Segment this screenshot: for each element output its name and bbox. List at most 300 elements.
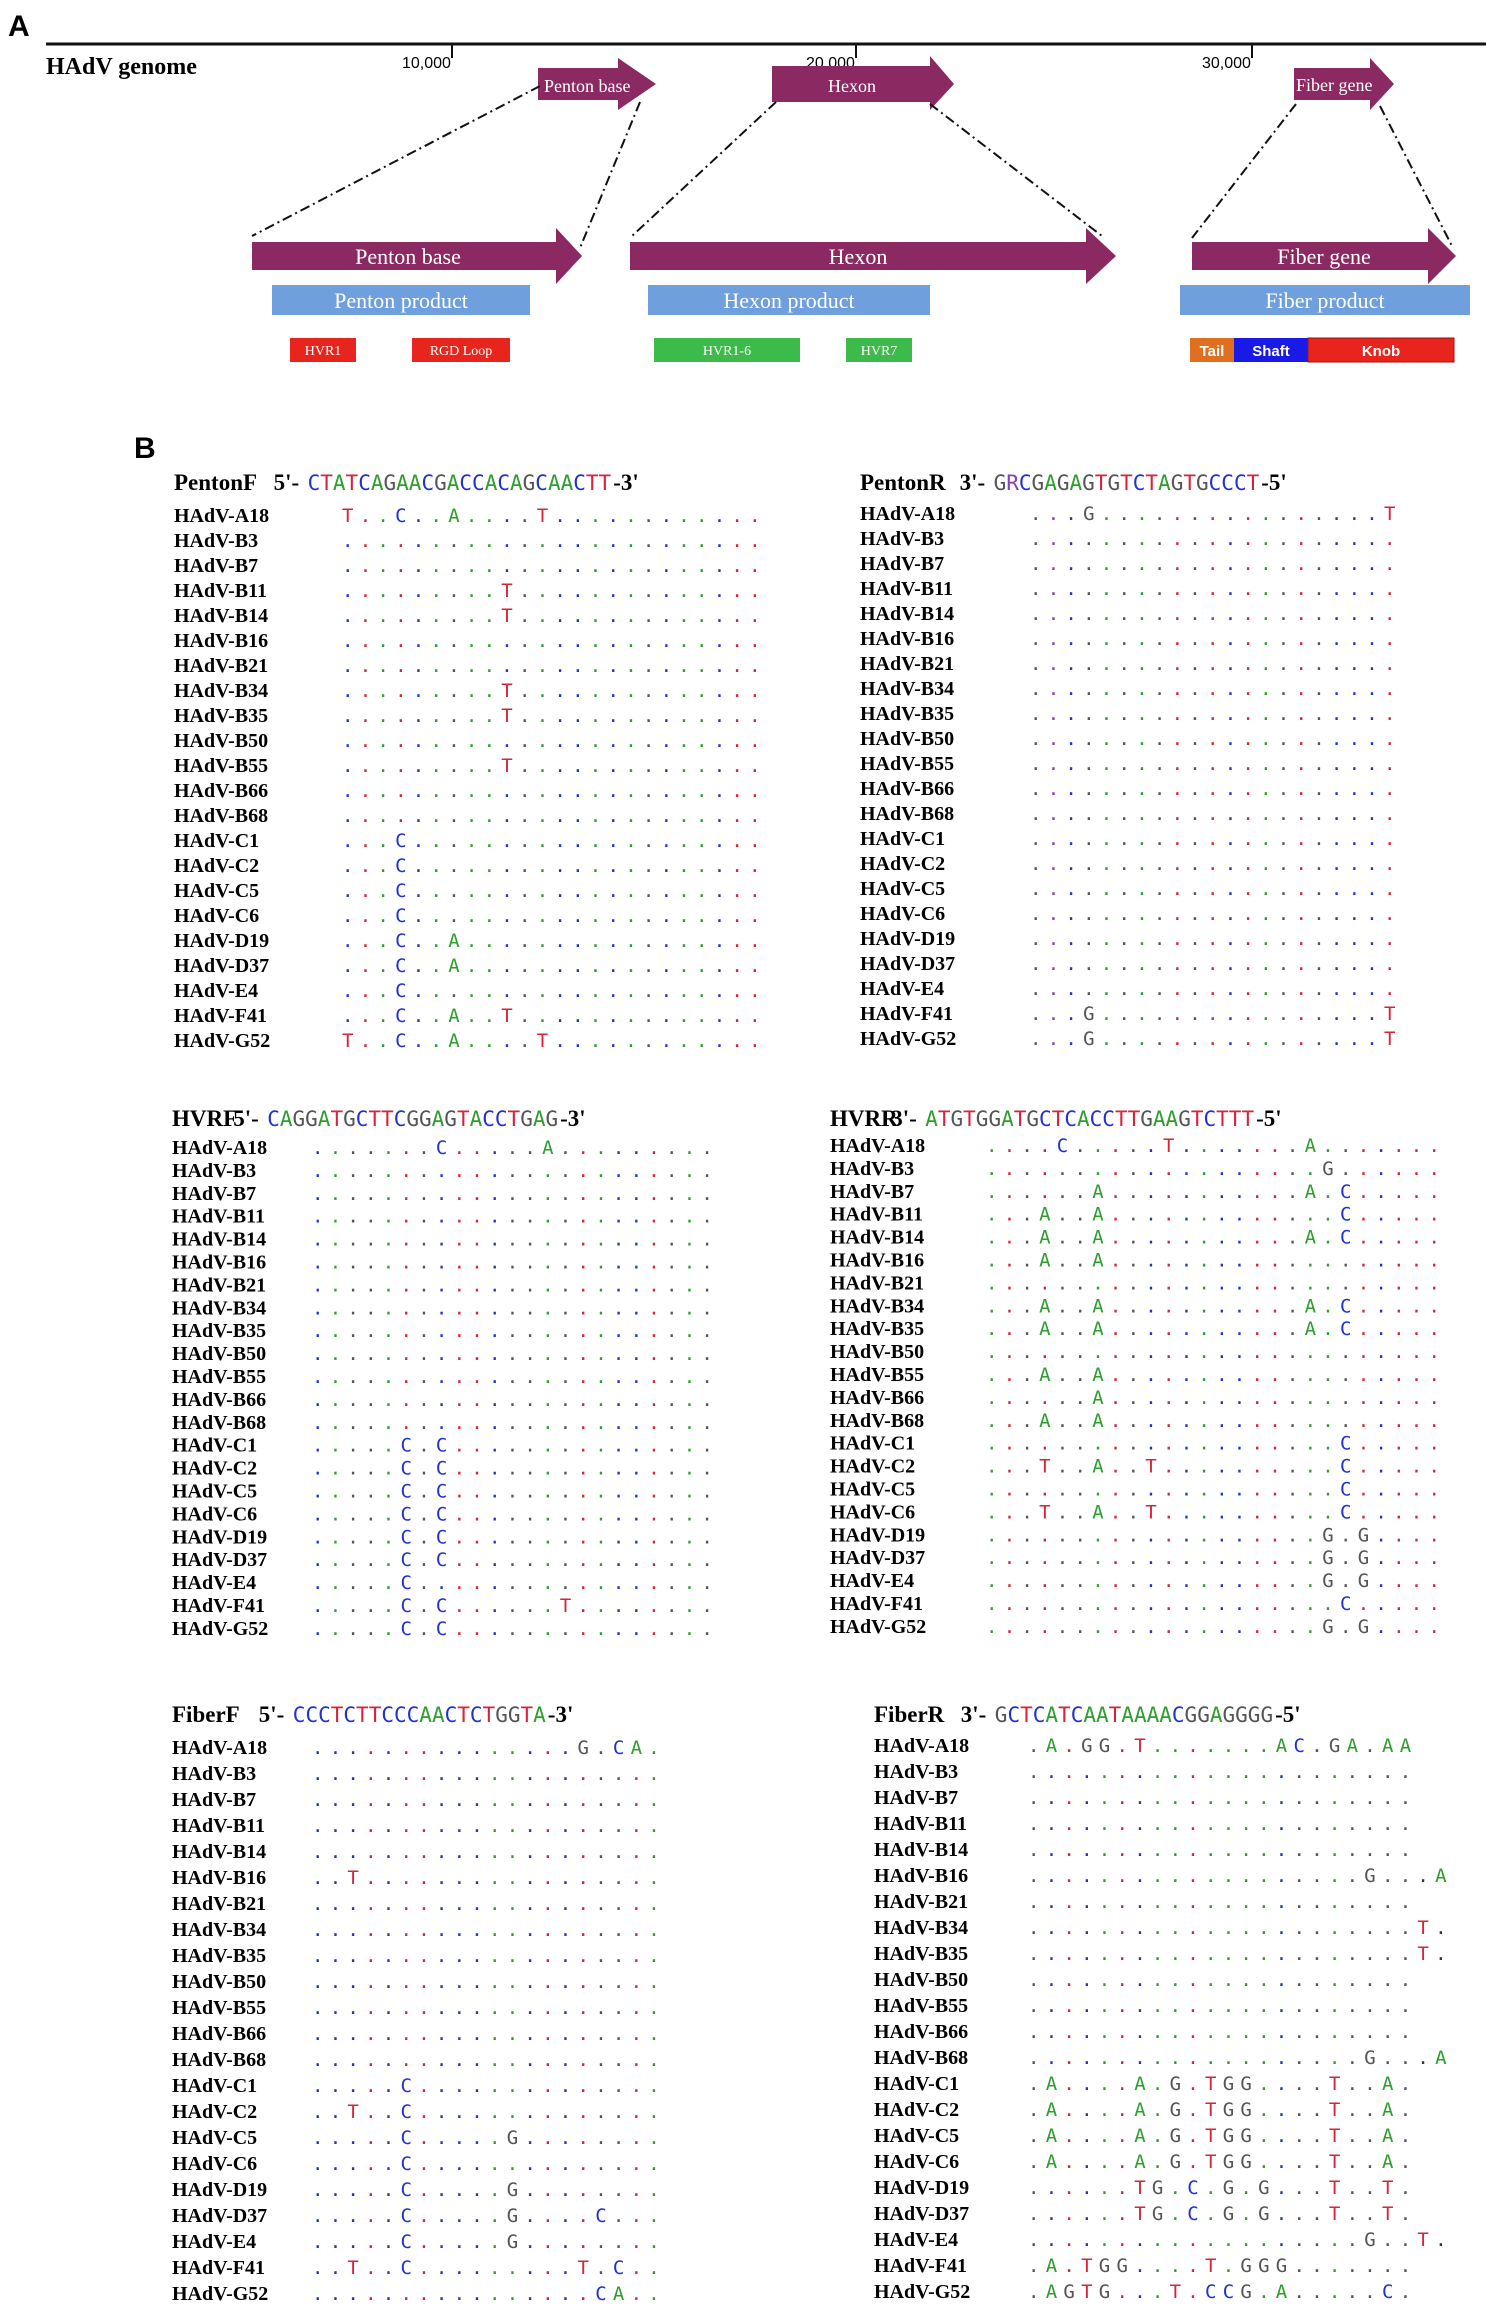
identity-dot: . — [559, 1388, 572, 1411]
alignment-row — [312, 1763, 660, 1785]
identity-dot: . — [1322, 1409, 1334, 1432]
identity-dot: . — [542, 2101, 554, 2123]
identity-dot: . — [1384, 978, 1396, 1000]
strain-label: HAdV-B11 — [830, 1203, 923, 1226]
identity-dot: . — [1047, 878, 1060, 900]
identity-dot: . — [453, 1971, 466, 1993]
identity-dot: . — [612, 1411, 625, 1434]
identity-dot: . — [678, 1030, 690, 1052]
identity-dot: . — [435, 2049, 448, 2071]
mismatch-base: T — [559, 1595, 572, 1617]
identity-dot: . — [542, 1343, 554, 1366]
identity-dot: . — [1134, 1917, 1146, 1939]
identity-dot: . — [430, 655, 442, 677]
identity-dot: . — [365, 1411, 377, 1434]
strain-label: HAdV-B34 — [830, 1295, 925, 1318]
identity-dot: . — [1098, 1761, 1111, 1783]
identity-dot: . — [1293, 2073, 1305, 2095]
mismatch-base: T — [1384, 1028, 1396, 1050]
strain-label: HAdV-B68 — [830, 1409, 925, 1432]
identity-dot: . — [678, 580, 690, 602]
identity-dot: . — [678, 605, 690, 627]
identity-dot: . — [365, 2179, 377, 2201]
mismatch-base: A — [1092, 1249, 1104, 1272]
identity-dot: . — [678, 1005, 690, 1027]
identity-dot: . — [1134, 2021, 1146, 2043]
identity-dot: . — [683, 1572, 696, 1595]
identity-dot: . — [1056, 1593, 1069, 1615]
strain-label: HAdV-D19 — [174, 930, 270, 952]
identity-dot: . — [1399, 2073, 1412, 2095]
identity-dot: . — [1348, 978, 1361, 1000]
identity-dot: . — [418, 1617, 430, 1640]
identity-dot: . — [660, 1005, 673, 1027]
mismatch-base: T — [1328, 2099, 1341, 2121]
strain-label: HAdV-C1 — [174, 830, 260, 852]
identity-dot: . — [1098, 1865, 1111, 1887]
identity-dot: . — [400, 1228, 412, 1251]
identity-dot: . — [1295, 953, 1307, 975]
mismatch-base: A — [1039, 1295, 1051, 1318]
identity-dot: . — [1163, 1570, 1175, 1593]
identity-dot: . — [1028, 2281, 1040, 2303]
identity-dot: . — [642, 705, 655, 727]
identity-dot: . — [1083, 803, 1095, 825]
strain-label: HAdV-G52 — [860, 1028, 957, 1050]
identity-dot: . — [1063, 1787, 1075, 1809]
primer-suffix: -3' — [547, 1702, 574, 1727]
identity-dot: . — [453, 2023, 466, 2045]
identity-dot: . — [678, 655, 690, 677]
identity-dot: . — [1393, 1135, 1405, 1157]
alignment-row — [986, 1547, 1440, 1569]
alignment-row — [342, 580, 761, 602]
identity-dot: . — [1224, 553, 1237, 575]
mismatch-base: T — [1328, 2177, 1341, 2199]
primer-base: T — [1051, 1107, 1065, 1131]
identity-dot: . — [359, 1030, 372, 1052]
identity-dot: . — [595, 2075, 607, 2097]
identity-dot: . — [1056, 1478, 1069, 1501]
alignment-row — [1030, 1003, 1395, 1025]
identity-dot: . — [612, 2231, 625, 2253]
identity-dot: . — [542, 2179, 554, 2201]
identity-dot: . — [607, 955, 619, 977]
identity-dot: . — [1063, 2073, 1075, 2095]
identity-dot: . — [1187, 1839, 1199, 1861]
identity-dot: . — [1205, 1943, 1217, 1965]
identity-dot: . — [1311, 2281, 1323, 2303]
identity-dot: . — [1153, 1003, 1166, 1025]
strain-label: HAdV-B66 — [172, 2023, 267, 2045]
identity-dot: . — [347, 1763, 359, 1785]
identity-dot: . — [1258, 2099, 1270, 2121]
identity-dot: . — [1340, 1386, 1352, 1409]
identity-dot: . — [471, 1815, 483, 1837]
identity-dot: . — [483, 905, 496, 927]
identity-dot: . — [1074, 1318, 1086, 1341]
identity-dot: . — [1189, 653, 1201, 675]
identity-dot: . — [1251, 1180, 1263, 1203]
primer-sequence — [293, 1703, 546, 1727]
identity-dot: . — [625, 880, 637, 902]
identity-dot: . — [1258, 2151, 1270, 2173]
identity-dot: . — [986, 1615, 998, 1638]
identity-dot: . — [625, 980, 637, 1002]
identity-dot: . — [612, 1945, 625, 1967]
strain-label: HAdV-C2 — [874, 2099, 960, 2121]
identity-dot: . — [1286, 1157, 1299, 1180]
mismatch-base: T — [1384, 503, 1396, 525]
identity-dot: . — [329, 1572, 342, 1595]
alignment-row — [1028, 2255, 1411, 2277]
identity-dot: . — [1384, 828, 1396, 850]
identity-dot: . — [471, 1182, 483, 1205]
identity-dot: . — [329, 1182, 342, 1205]
identity-dot: . — [347, 1457, 359, 1480]
identity-dot: . — [1189, 1028, 1201, 1050]
identity-dot: . — [1153, 753, 1166, 775]
identity-dot: . — [1322, 1203, 1334, 1226]
identity-dot: . — [749, 930, 761, 952]
identity-dot: . — [1056, 1432, 1069, 1455]
identity-dot: . — [749, 1030, 761, 1052]
identity-dot: . — [342, 605, 354, 627]
identity-dot: . — [1384, 653, 1396, 675]
identity-dot: . — [1100, 953, 1113, 975]
identity-dot: . — [483, 955, 496, 977]
identity-dot: . — [312, 2153, 324, 2175]
identity-dot: . — [1134, 2047, 1146, 2069]
identity-dot: . — [612, 1526, 625, 1549]
identity-dot: . — [506, 1159, 519, 1182]
strain-label: HAdV-D37 — [830, 1547, 926, 1570]
identity-dot: . — [1224, 803, 1237, 825]
identity-dot: . — [577, 1434, 589, 1457]
identity-dot: . — [1081, 1787, 1093, 1809]
identity-dot: . — [642, 830, 655, 852]
identity-dot: . — [625, 780, 637, 802]
identity-dot: . — [519, 930, 531, 952]
identity-dot: . — [577, 2153, 589, 2175]
identity-dot: . — [660, 630, 673, 652]
identity-dot: . — [1151, 2229, 1164, 2251]
identity-dot: . — [1189, 578, 1201, 600]
identity-dot: . — [524, 2101, 536, 2123]
identity-dot: . — [1100, 703, 1113, 725]
identity-dot: . — [1428, 1501, 1440, 1524]
strain-label: HAdV-B34 — [860, 678, 955, 700]
identity-dot: . — [1293, 1813, 1305, 1835]
identity-dot: . — [382, 1997, 395, 2019]
identity-dot: . — [1189, 1003, 1201, 1025]
identity-dot: . — [471, 1841, 483, 1863]
identity-dot: . — [1109, 1615, 1122, 1638]
strain-label: HAdV-C5 — [860, 878, 946, 900]
identity-dot: . — [1410, 1409, 1423, 1432]
identity-dot: . — [1258, 1735, 1270, 1757]
primer-base: A — [419, 1703, 432, 1727]
identity-dot: . — [1118, 803, 1130, 825]
identity-dot: . — [554, 930, 566, 952]
identity-dot: . — [1216, 1318, 1228, 1341]
identity-dot: . — [577, 1919, 589, 1941]
identity-dot: . — [489, 1789, 501, 1811]
identity-dot: . — [524, 1182, 536, 1205]
identity-dot: . — [1260, 753, 1272, 775]
primer-base: C — [393, 1107, 407, 1131]
identity-dot: . — [1242, 828, 1254, 850]
identity-dot: . — [1021, 1524, 1033, 1547]
identity-dot: . — [1410, 1501, 1423, 1524]
identity-dot: . — [471, 1320, 483, 1343]
primer-base: C — [1171, 1703, 1185, 1727]
identity-dot: . — [1169, 1995, 1182, 2017]
strain-label: HAdV-B34 — [174, 680, 269, 702]
identity-dot: . — [471, 2283, 483, 2304]
identity-dot: . — [731, 705, 743, 727]
identity-dot: . — [1311, 2177, 1323, 2199]
identity-dot: . — [1216, 1593, 1228, 1615]
identity-dot: . — [630, 2153, 643, 2175]
identity-dot: . — [1224, 878, 1237, 900]
identity-dot: . — [501, 505, 513, 527]
identity-dot: . — [465, 1030, 478, 1052]
identity-dot: . — [1028, 2021, 1040, 2043]
identity-dot: . — [612, 1137, 625, 1159]
identity-dot: . — [1163, 1409, 1175, 1432]
identity-dot: . — [1083, 978, 1095, 1000]
region-tail-label: Tail — [1199, 343, 1225, 360]
strain-label: HAdV-B68 — [174, 805, 269, 827]
mismatch-base: T — [1328, 2073, 1341, 2095]
identity-dot: . — [1330, 628, 1343, 650]
identity-dot: . — [542, 1457, 554, 1480]
identity-dot: . — [1056, 1501, 1069, 1524]
identity-dot: . — [666, 1251, 678, 1274]
strain-label: HAdV-B35 — [860, 703, 955, 725]
identity-dot: . — [1205, 1839, 1217, 1861]
identity-dot: . — [1081, 2229, 1093, 2251]
identity-dot: . — [749, 980, 761, 1002]
identity-dot: . — [1384, 953, 1396, 975]
identity-dot: . — [536, 730, 549, 752]
alignment-row — [1028, 1787, 1411, 1809]
primer-base: A — [1158, 471, 1171, 495]
strain-label: HAdV-B21 — [830, 1272, 925, 1295]
identity-dot: . — [1233, 1341, 1246, 1364]
alignment-hvrr — [830, 1106, 1440, 1638]
primer-base: T — [1120, 471, 1133, 495]
identity-dot: . — [418, 2023, 430, 2045]
identity-dot: . — [365, 1228, 377, 1251]
identity-dot: . — [595, 1595, 607, 1617]
identity-dot: . — [342, 655, 354, 677]
identity-dot: . — [524, 1789, 536, 1811]
identity-dot: . — [471, 2205, 483, 2227]
primer-suffix: -3' — [560, 1106, 586, 1131]
mismatch-base: G — [1258, 2177, 1270, 2199]
identity-dot: . — [986, 1180, 998, 1203]
identity-dot: . — [1163, 1386, 1175, 1409]
identity-dot: . — [577, 1320, 589, 1343]
identity-dot: . — [1233, 1180, 1246, 1203]
identity-dot: . — [536, 855, 549, 877]
identity-dot: . — [1207, 603, 1219, 625]
identity-dot: . — [1277, 878, 1290, 900]
identity-dot: . — [435, 1251, 448, 1274]
identity-dot: . — [1047, 728, 1060, 750]
identity-dot: . — [453, 2179, 466, 2201]
alignment-row — [312, 1274, 713, 1296]
mismatch-base: C — [400, 2101, 412, 2123]
identity-dot: . — [536, 580, 549, 602]
identity-dot: . — [1109, 1547, 1122, 1570]
identity-dot: . — [1242, 728, 1254, 750]
identity-dot: . — [489, 1737, 501, 1759]
identity-dot: . — [1100, 803, 1113, 825]
identity-dot: . — [595, 1457, 607, 1480]
strain-label: HAdV-D37 — [174, 955, 270, 977]
identity-dot: . — [377, 955, 389, 977]
identity-dot: . — [1275, 2203, 1288, 2225]
identity-dot: . — [577, 1343, 589, 1366]
identity-dot: . — [559, 1893, 572, 1915]
mismatch-base: T — [1417, 1917, 1429, 1939]
identity-dot: . — [1277, 703, 1290, 725]
identity-dot: . — [1189, 978, 1201, 1000]
identity-dot: . — [1100, 903, 1113, 925]
identity-dot: . — [1047, 753, 1060, 775]
identity-dot: . — [400, 1182, 412, 1205]
identity-dot: . — [347, 1549, 359, 1572]
identity-dot: . — [412, 955, 425, 977]
identity-dot: . — [577, 2231, 589, 2253]
identity-dot: . — [1100, 603, 1113, 625]
identity-dot: . — [559, 1763, 572, 1785]
identity-dot: . — [359, 830, 372, 852]
identity-dot: . — [329, 1320, 342, 1343]
strain-label: HAdV-B68 — [172, 1411, 267, 1434]
identity-dot: . — [648, 1503, 660, 1526]
identity-dot: . — [1304, 1364, 1317, 1386]
alignment-row — [342, 1030, 761, 1052]
identity-dot: . — [713, 1005, 726, 1027]
identity-dot: . — [1118, 528, 1130, 550]
identity-dot: . — [1251, 1570, 1263, 1593]
identity-dot: . — [1169, 1917, 1182, 1939]
alignment-row — [986, 1616, 1440, 1638]
identity-dot: . — [1222, 1865, 1235, 1887]
identity-dot: . — [1269, 1593, 1281, 1615]
mismatch-base: T — [342, 1030, 354, 1052]
strain-label: HAdV-B21 — [172, 1274, 267, 1297]
alignment-row — [312, 1435, 713, 1457]
identity-dot: . — [418, 1841, 430, 1863]
identity-dot: . — [365, 1867, 377, 1889]
mismatch-base: G — [1240, 2125, 1252, 2147]
identity-dot: . — [625, 505, 637, 527]
identity-dot: . — [1189, 678, 1201, 700]
identity-dot: . — [1375, 1295, 1387, 1318]
primer-base: C — [267, 1107, 280, 1131]
identity-dot: . — [1153, 603, 1166, 625]
identity-dot: . — [678, 530, 690, 552]
identity-dot: . — [1364, 1969, 1376, 1991]
identity-dot: . — [749, 655, 761, 677]
identity-dot: . — [1393, 1157, 1405, 1180]
identity-dot: . — [577, 1815, 589, 1837]
identity-dot: . — [1330, 903, 1343, 925]
identity-dot: . — [1384, 753, 1396, 775]
identity-dot: . — [1100, 828, 1113, 850]
identity-dot: . — [1003, 1615, 1016, 1638]
identity-dot: . — [1092, 1547, 1104, 1570]
identity-dot: . — [731, 1005, 743, 1027]
strain-label: HAdV-B50 — [172, 1971, 267, 1993]
identity-dot: . — [749, 830, 761, 852]
identity-dot: . — [471, 1526, 483, 1549]
identity-dot: . — [524, 1526, 536, 1549]
identity-dot: . — [365, 1297, 377, 1320]
identity-dot: . — [400, 1971, 412, 1993]
identity-dot: . — [1171, 728, 1184, 750]
identity-dot: . — [1189, 628, 1201, 650]
identity-dot: . — [630, 1503, 643, 1526]
identity-dot: . — [1346, 1943, 1359, 1965]
identity-dot: . — [642, 805, 655, 827]
identity-dot: . — [1251, 1226, 1263, 1249]
identity-dot: . — [1098, 2151, 1111, 2173]
identity-dot: . — [524, 2153, 536, 2175]
identity-dot: . — [630, 1388, 643, 1411]
identity-dot: . — [329, 1919, 342, 1941]
identity-dot: . — [713, 630, 726, 652]
primer-base: C — [1070, 1703, 1084, 1727]
identity-dot: . — [660, 605, 673, 627]
identity-dot: . — [1277, 503, 1290, 525]
identity-dot: . — [542, 1549, 554, 1572]
identity-dot: . — [1136, 753, 1148, 775]
mismatch-base: C — [1293, 1735, 1305, 1757]
identity-dot: . — [683, 1549, 696, 1572]
identity-dot: . — [1171, 928, 1184, 950]
identity-dot: . — [683, 1274, 696, 1297]
identity-dot: . — [1180, 1295, 1193, 1318]
genome-tick-label: 10,000 — [402, 55, 451, 72]
identity-dot: . — [1375, 1341, 1387, 1364]
identity-dot: . — [1364, 2255, 1376, 2277]
identity-dot: . — [625, 680, 637, 702]
identity-dot: . — [1330, 503, 1343, 525]
identity-dot: . — [1242, 853, 1254, 875]
mismatch-base: A — [1275, 1735, 1288, 1757]
identity-dot: . — [1346, 1891, 1359, 1913]
identity-dot: . — [1100, 503, 1113, 525]
identity-dot: . — [1222, 1917, 1235, 1939]
identity-dot: . — [524, 1480, 536, 1503]
identity-dot: . — [749, 530, 761, 552]
identity-dot: . — [1189, 528, 1201, 550]
identity-dot: . — [1277, 578, 1290, 600]
identity-dot: . — [1304, 1478, 1317, 1501]
identity-dot: . — [1242, 1028, 1254, 1050]
identity-dot: . — [1116, 2047, 1128, 2069]
genome-label: HAdV genome — [46, 54, 197, 80]
identity-dot: . — [1366, 528, 1378, 550]
identity-dot: . — [1311, 1995, 1323, 2017]
mismatch-base: G — [1169, 2151, 1182, 2173]
